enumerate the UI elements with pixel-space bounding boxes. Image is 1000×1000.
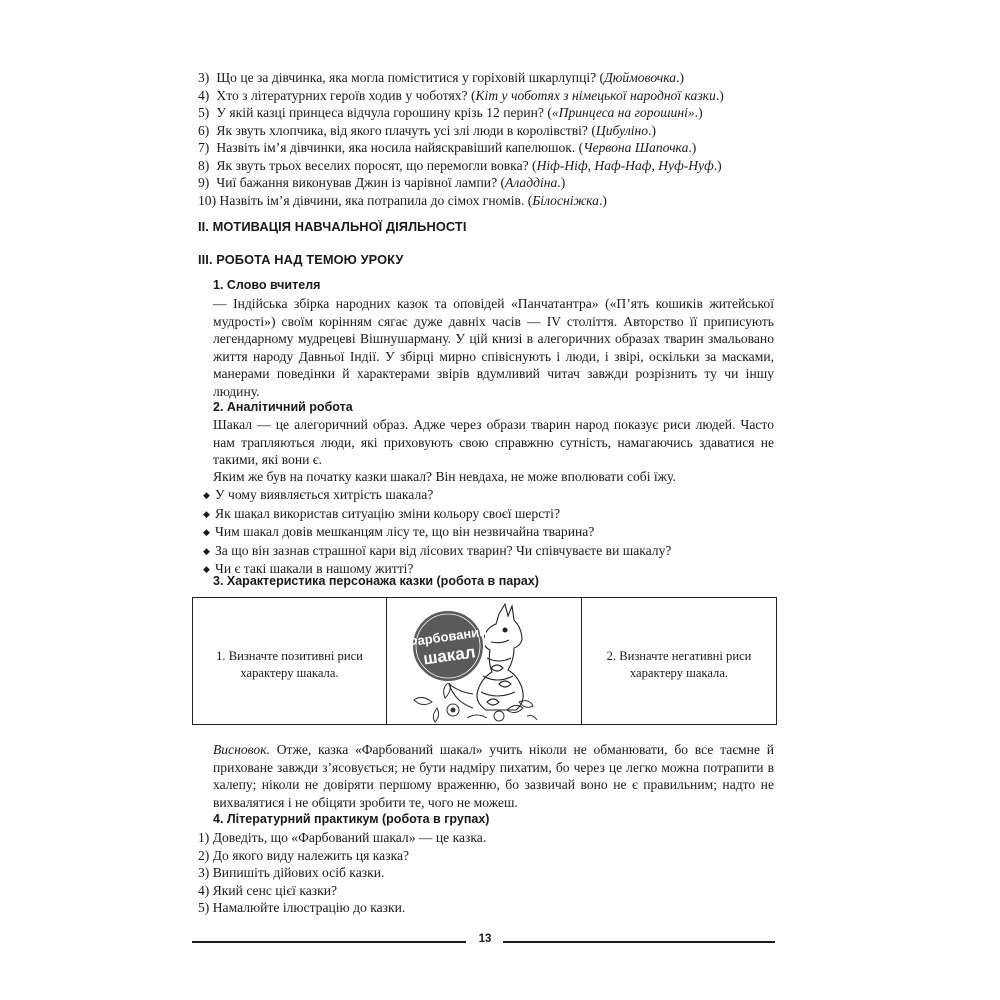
footer-rule-left	[192, 941, 466, 943]
list-item: 3) Випишіть дійових осіб казки.	[198, 865, 385, 880]
conclusion-paragraph: Висновок. Отже, казка «Фарбований шакал» учить ніколи не обманювати, бо все таємне й приховане завжди з’ясовується; не бути надміру пихатим, бо через це легко можна потрапити в халепу; ніколи не довіряти першому враженню, бо зазвичай воно не є правильним; надто не вихвалятися і не обіцяти зробити те, чого не можеш.	[213, 742, 774, 810]
table-cell-negative	[582, 598, 776, 724]
list-item: 2) До якого виду належить ця казка?	[198, 847, 410, 863]
negative-traits-prompt: 2. Визначте негативні риси характеру шакала.	[606, 649, 752, 680]
quiz-question: 5) У якій казці принцеса відчула горошину крізь 12 перин? («Принцеса на горошині».)	[198, 105, 703, 120]
analytic-questions-list	[203, 486, 671, 579]
subheading-analytic-work: 2. Аналітичний робота	[213, 400, 353, 414]
diamond-bullet-icon: ◆	[203, 490, 210, 500]
quiz-questions	[198, 69, 798, 209]
painted-jackal-illustration	[387, 598, 581, 724]
section-heading-lesson-work: III. РОБОТА НАД ТЕМОЮ УРОКУ	[198, 252, 404, 267]
subheading-character-traits: 3. Характеристика персонажа казки (робота в парах)	[213, 574, 539, 588]
teacher-word-paragraph: — Індійська збірка народних казок та оповідей «Панчатантра» («П’ять кошиків житейської мудрості») своїм корінням сягає дуже давніх часів — IV століття. Авторство її приписують легендарному мудрецеві Вішнушарману. У цій книзі в алегоричних образах тварин змальовано життя народу Давньої Індії. У збірці мирно співіснують і люди, і звірі, оскільки за масками, манерами поведінки й характерами звірів вдумливий читач завжди розрізнить ту чи іншу людину.	[213, 296, 774, 399]
list-item: ◆ Чим шакал довів мешканцям лісу те, що він незвичайна тварина?	[203, 523, 671, 542]
conclusion-label: Висновок.	[213, 742, 270, 757]
list-item: ◆ Чи є такі шакали в нашому житті?	[203, 560, 671, 579]
quiz-question: 3) Що це за дівчинка, яка могла поміститися у горіховій шкарлупці? (Дюймовочка.)	[198, 70, 685, 85]
quiz-question: 9) Чиї бажання виконував Джин із чарівної лампи? (Аладдіна.)	[198, 175, 566, 190]
section-heading-motivation: II. МОТИВАЦІЯ НАВЧАЛЬНОЇ ДІЯЛЬНОСТІ	[198, 219, 467, 234]
quiz-question: 6) Як звуть хлопчика, від якого плачуть усі злі люди в королівстві? (Цибуліно.)	[198, 122, 657, 138]
table-cell-positive	[193, 598, 387, 724]
footer-rule-right	[503, 941, 775, 943]
positive-traits-prompt: 1. Визначте позитивні риси характеру шакала.	[216, 649, 363, 680]
analytic-question-paragraph: Яким же був на початку казки шакал? Він невдаха, не може вполювати собі їжу.	[213, 469, 676, 484]
analytic-paragraph: Шакал — це алегоричний образ. Адже через образи тварин народ показує риси людей. Часто нам трапляються люди, які приховують свою справжню сутність, намагаючись здаватися не такими, які вони є.	[213, 417, 774, 467]
quiz-question: 10) Назвіть ім’я дівчини, яка потрапила до сімох гномів. (Білосніжка.)	[198, 192, 607, 208]
character-traits-table	[192, 597, 777, 725]
emblem-title-line1: Фарбований	[405, 623, 488, 650]
subheading-literary-practicum: 4. Літературний практикум (робота в групах)	[213, 812, 490, 826]
quiz-question: 8) Як звуть трьох веселих поросят, що перемогли вовка? (Ніф-Ніф, Наф-Наф, Нуф-Нуф.)	[198, 157, 722, 173]
list-item: ◆ Як шакал використав ситуацію зміни кольору своєї шерсті?	[203, 505, 671, 524]
practicum-tasks-list	[198, 829, 486, 917]
diamond-bullet-icon: ◆	[203, 508, 210, 519]
diamond-bullet-icon: ◆	[203, 527, 210, 537]
diamond-bullet-icon: ◆	[203, 564, 210, 574]
diamond-bullet-icon: ◆	[203, 545, 210, 556]
list-item: 1) Доведіть, що «Фарбований шакал» — це казка.	[198, 830, 487, 845]
page-number: 13	[478, 933, 492, 945]
list-item: 4) Який сенс цієї казки?	[198, 882, 338, 898]
quiz-question: 7) Назвіть ім’я дівчинки, яка носила найяскравіший капелюшок. (Червона Шапочка.)	[198, 140, 697, 155]
table-cell-illustration	[387, 598, 582, 724]
list-item: 5) Намалюйте ілюстрацію до казки.	[198, 900, 406, 915]
subheading-teacher-word: 1. Слово вчителя	[213, 278, 321, 292]
emblem-title-line2: шакал	[422, 642, 477, 669]
list-item: ◆ За що він зазнав страшної кари від лісових тварин? Чи співчуваєте ви шакалу?	[203, 542, 671, 561]
list-item: ◆ У чому виявляється хитрість шакала?	[203, 486, 671, 505]
quiz-question: 4) Хто з літературних героїв ходив у чоботях? (Кіт у чоботях з німецької народної казки.)	[198, 87, 724, 103]
